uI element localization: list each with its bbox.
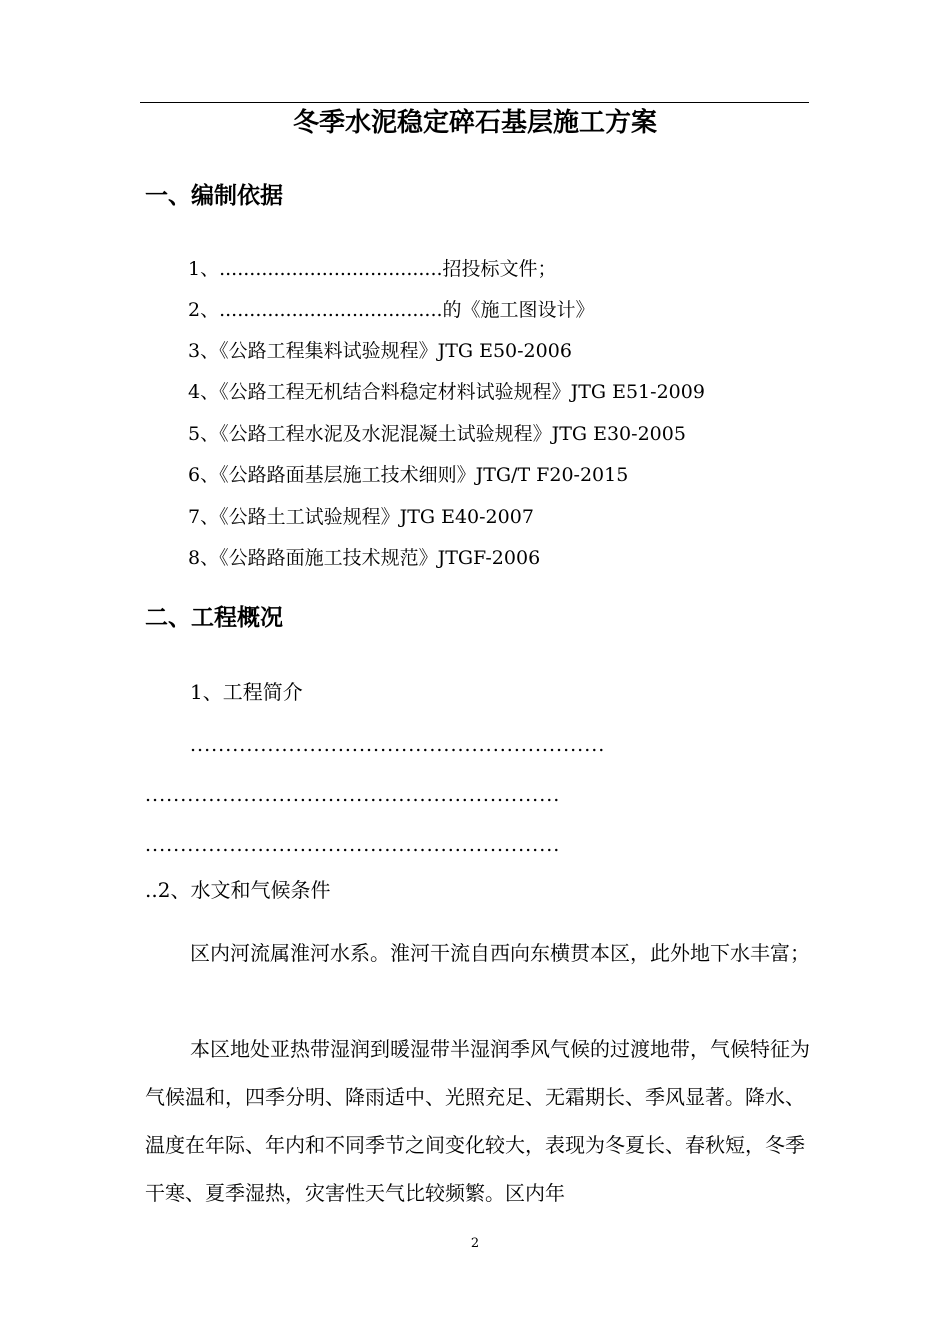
document-title: 冬季水泥稳定碎石基层施工方案: [292, 108, 657, 138]
reference-item: 3、《公路工程集料试验规程》JTG E50-2006: [188, 340, 572, 362]
paragraph-climate: 本区地处亚热带湿润到暖湿带半湿润季风气候的过渡地带，气候特征为气候温和，四季分明、降雨适中、光照充足、无霜期长、季风显著。降水、温度在年际、年内和不同季节之间变化较大，表现为冬夏长、春秋短，冬季干寒、夏季湿热，灾害性天气比较频繁。区内年: [145, 1037, 810, 1205]
reference-item: 8、《公路路面施工技术规范》JTGF-2006: [188, 547, 541, 569]
reference-item: 5、《公路工程水泥及水泥混凝土试验规程》JTG E30-2005: [188, 423, 686, 445]
dotted-line: ...........................................................: [190, 734, 606, 756]
section-heading-overview: 二、工程概况: [145, 605, 283, 631]
paragraph-hydrology: 区内河流属淮河水系。淮河干流自西向东横贯本区，此外地下水丰富；: [190, 941, 810, 965]
header-rule: [140, 102, 809, 103]
section-heading-basis: 一、编制依据: [145, 183, 283, 209]
dotted-line: ...........................................................: [145, 784, 561, 806]
subheading-project-intro: 1、工程简介: [190, 680, 303, 704]
reference-item: 4、《公路工程无机结合料稳定材料试验规程》JTG E51-2009: [188, 381, 705, 403]
dotted-line: ...........................................................: [145, 834, 561, 856]
reference-item: 2、.....................................的《施工图设计》: [188, 299, 595, 321]
page-number: 2: [470, 1236, 480, 1251]
reference-item: 7、《公路土工试验规程》JTG E40-2007: [188, 506, 534, 528]
subheading-hydrology-climate: ..2、水文和气候条件: [145, 878, 331, 902]
reference-item: 6、《公路路面基层施工技术细则》JTG/T F20-2015: [188, 464, 629, 486]
reference-item: 1、.....................................招投标文件；: [188, 258, 557, 280]
